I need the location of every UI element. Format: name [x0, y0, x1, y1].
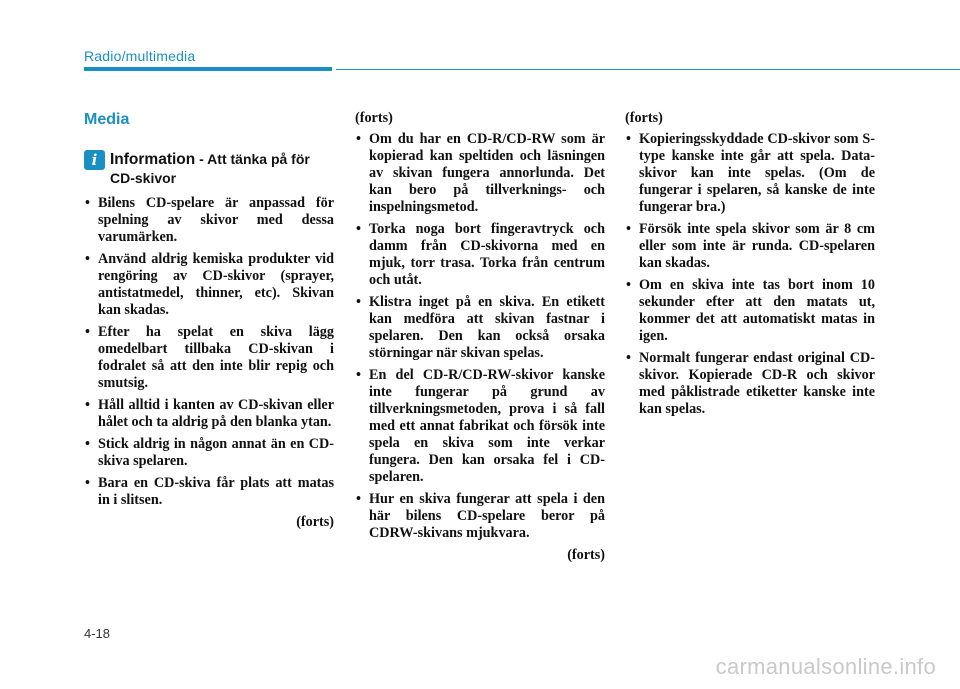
list-item: • Normalt fungerar endast original CD-skivor. Kopierade CD-R och skivor med påklistrade etiketter kanske inte kan spelas.	[625, 350, 875, 418]
section-header: Radio/multimedia	[84, 48, 196, 64]
list-item: • Bara en CD-skiva får plats att matas in i slitsen.	[84, 475, 334, 509]
information-label: Information	[110, 151, 196, 168]
header-rule-thick	[84, 67, 332, 71]
list-item: • Efter ha spelat en skiva lägg omedelbart tillbaka CD-skivan i fodralet så att den inte blir repig och smutsig.	[84, 324, 334, 392]
continued-label: (forts)	[567, 547, 605, 563]
page-number: 4-18	[84, 626, 111, 641]
information-heading	[110, 150, 334, 187]
information-topic-line2: CD-skivor	[110, 170, 177, 186]
column-3	[625, 110, 875, 423]
information-topic: - Att tänka på för	[195, 151, 310, 167]
continued-label-top: (forts)	[625, 110, 663, 126]
information-note	[84, 150, 334, 187]
list-item: • Stick aldrig in någon annat än en CD-skiva spelaren.	[84, 436, 334, 470]
list-item: • Klistra inget på en skiva. En etikett kan medföra att skivan fastnar i spelaren. Den kan också orsaka störningar när skivan spelas.	[355, 294, 605, 362]
column-2	[355, 110, 605, 564]
bullet-list-col3	[625, 131, 875, 418]
list-item: • Hur en skiva fungerar att spela i den här bilens CD-spelare beror på CDRW-skivans mjukvara.	[355, 491, 605, 542]
page-title: Media	[84, 111, 130, 128]
continued-label: (forts)	[296, 514, 334, 530]
list-item: • Håll alltid i kanten av CD-skivan eller hålet och ta aldrig på den blanka ytan.	[84, 397, 334, 431]
list-item: • Kopieringsskyddade CD-skivor som S-type kanske inte går att spela. Data-skivor kan inte spelas. (Om de fungerar i spelaren, så kanske de inte fungerar bra.)	[625, 131, 875, 216]
info-icon: i	[84, 150, 105, 170]
continued-label-top: (forts)	[355, 110, 393, 126]
column-1	[84, 110, 334, 531]
bullet-list-col1	[84, 195, 334, 509]
list-item: • Bilens CD-spelare är anpassad för spelning av skivor med dessa varumärken.	[84, 195, 334, 246]
watermark-link[interactable]: carmanualsonline.info	[715, 654, 936, 679]
list-item: • Använd aldrig kemiska produkter vid rengöring av CD-skivor (sprayer, antistatmedel, thinner, etc). Skivan kan skadas.	[84, 251, 334, 319]
bullet-list-col2	[355, 131, 605, 542]
list-item: • Om en skiva inte tas bort inom 10 sekunder efter att den matats ut, kommer det att automatiskt matas in igen.	[625, 277, 875, 345]
list-item: • Torka noga bort fingeravtryck och damm från CD-skivorna med en mjuk, torr trasa. Torka från centrum och utåt.	[355, 221, 605, 289]
list-item: • En del CD-R/CD-RW-skivor kanske inte fungerar på grund av tillverkningsmetoden, prova i så fall med ett annat fabrikat och försök inte spela en skiva som inte verkar fungera. Den kan orsaka fel i CD-spelaren.	[355, 367, 605, 486]
list-item: • Försök inte spela skivor som är 8 cm eller som inte är runda. CD-spelaren kan skadas.	[625, 221, 875, 272]
list-item: • Om du har en CD-R/CD-RW som är kopierad kan speltiden och läsningen av skivan fungera annorlunda. Det kan bero på tillverknings- och inspelningsmetod.	[355, 131, 605, 216]
header-rule-thin	[336, 69, 960, 70]
